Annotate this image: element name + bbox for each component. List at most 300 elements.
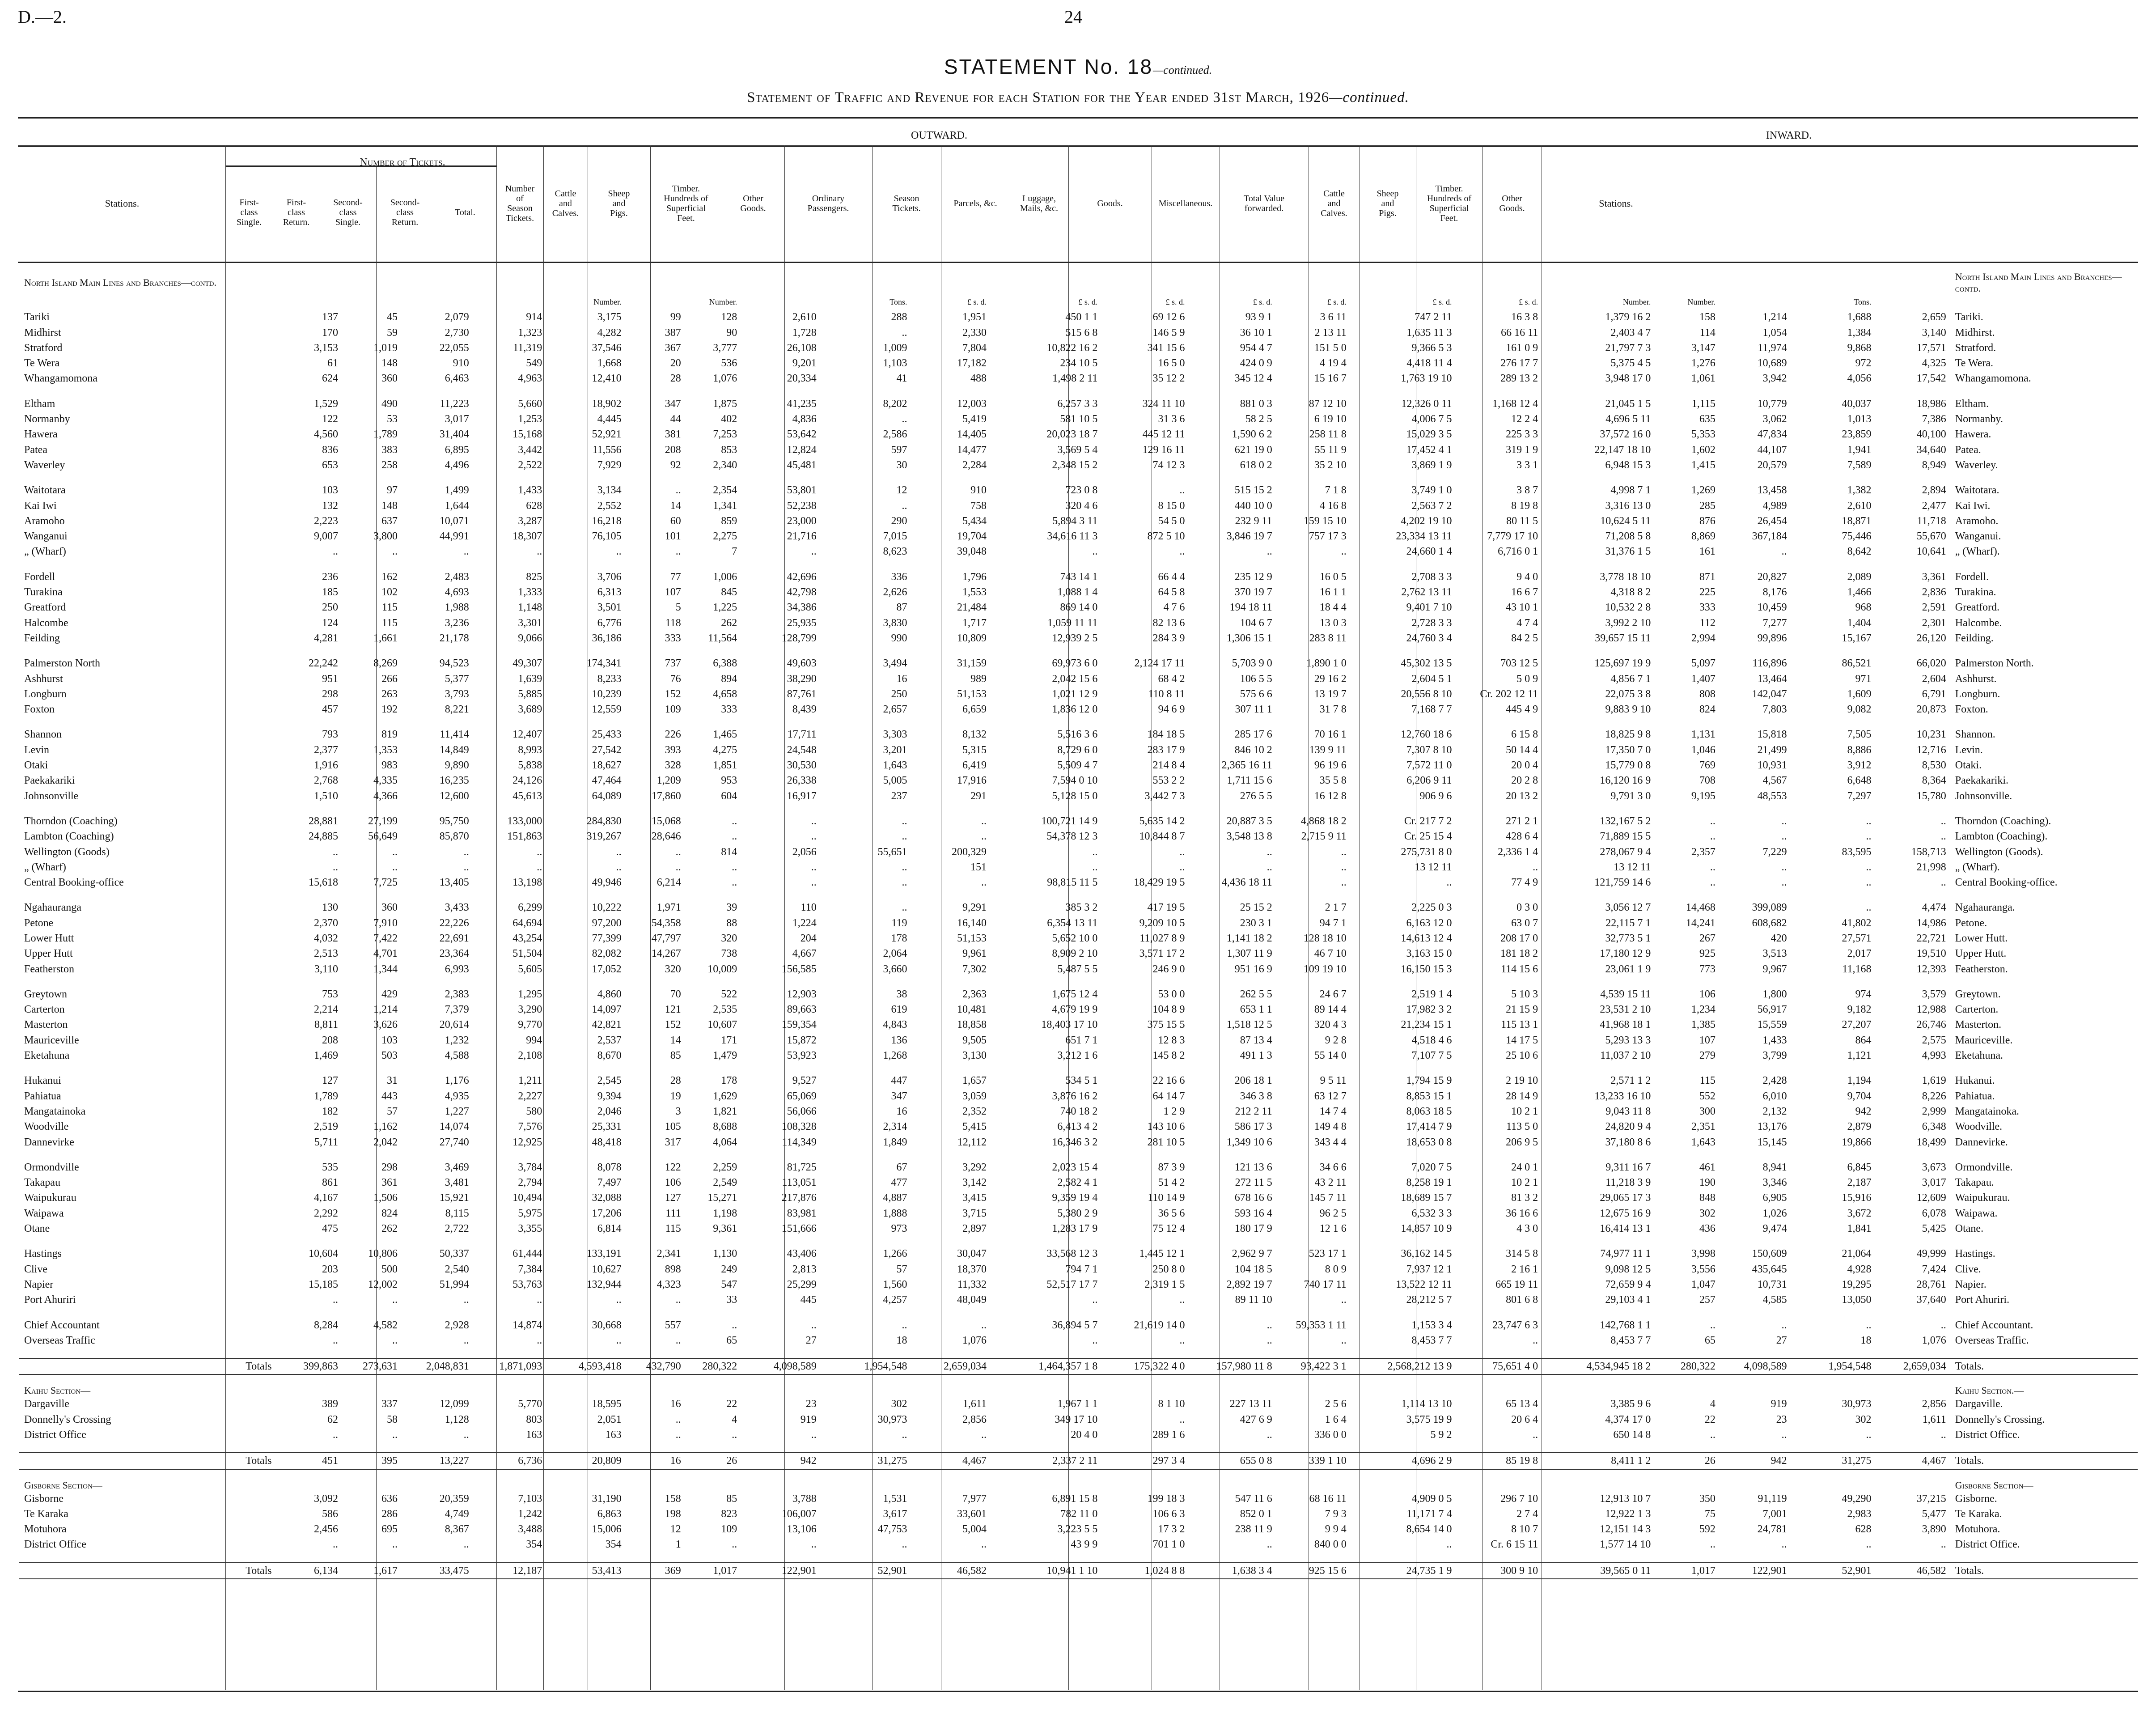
table-cell: 21,064	[1842, 1248, 1872, 1260]
table-cell: 8,453 7 7	[1411, 1334, 1452, 1346]
table-cell: ..	[675, 1429, 681, 1441]
table-cell: 53,801	[787, 484, 817, 496]
station-name: Totals	[19, 1453, 281, 1469]
table-cell	[1718, 560, 1790, 569]
table-cell: 85 19 8	[1455, 1453, 1541, 1469]
table-cell	[910, 717, 989, 727]
table-row	[19, 789, 2138, 804]
table-cell: 280,322	[1653, 1358, 1718, 1374]
table-cell	[1653, 560, 1718, 569]
table-cell: 1,638 3 4	[1188, 1563, 1275, 1579]
table-cell: ..	[537, 861, 542, 873]
table-cell: 5,315	[962, 744, 987, 756]
table-cell: 266	[381, 673, 398, 685]
table-cell: 20,359	[439, 1493, 469, 1505]
table-cell: 51,504	[513, 948, 542, 960]
table-cell: 300	[1699, 1105, 1715, 1117]
table-cell: 2,124 17 11	[1134, 657, 1185, 670]
table-cell: 9,066	[518, 632, 542, 644]
table-cell: ..	[1781, 815, 1787, 827]
table-cell: 288	[891, 311, 907, 323]
table-cell: 3,469	[445, 1161, 469, 1173]
table-cell: 4,257	[883, 1294, 907, 1306]
table-cell: 1,415	[1691, 459, 1715, 471]
table-cell: 2,715 9 11	[1301, 831, 1347, 843]
table-cell: £ s. d.	[1165, 297, 1185, 306]
table-cell: ..	[463, 1429, 469, 1441]
table-cell: 3,134	[597, 484, 622, 496]
table-cell: 8,642	[1847, 546, 1872, 558]
table-cell: 71,208 5 8	[1605, 530, 1651, 543]
table-cell: 4,281	[313, 632, 338, 644]
table-cell: 13,106	[787, 1523, 817, 1535]
table-cell: ..	[732, 1539, 737, 1551]
table-cell: ..	[981, 1539, 987, 1551]
table-cell: ..	[332, 1294, 338, 1306]
table-cell: 1,728	[792, 327, 817, 339]
station-name-right: District Office.	[1955, 1429, 2020, 1441]
table-cell: 701 1 0	[1152, 1539, 1185, 1551]
table-cell: 110 14 9	[1148, 1192, 1185, 1204]
table-cell: 9,201	[792, 357, 817, 369]
table-cell: 99,896	[1757, 632, 1787, 644]
table-cell: 41	[896, 373, 907, 385]
table-cell	[1188, 386, 1275, 396]
table-cell	[740, 294, 819, 310]
table-cell: 283 8 11	[1309, 632, 1347, 644]
table-cell: 39	[726, 902, 737, 914]
table-cell: ..	[902, 1319, 907, 1331]
table-cell: 57	[896, 1263, 907, 1275]
table-cell: 19,510	[1916, 948, 1946, 960]
table-cell: ..	[1866, 1429, 1872, 1441]
table-cell: 104 6 7	[1240, 617, 1272, 629]
table-cell: 6,388	[713, 657, 737, 670]
table-cell	[1718, 271, 1790, 294]
table-cell	[1790, 1469, 1874, 1480]
table-cell: 275,731 8 0	[1401, 846, 1452, 858]
table-cell	[910, 1236, 989, 1246]
table-cell: 9,474	[1762, 1223, 1787, 1235]
table-cell	[281, 1150, 341, 1160]
table-cell: ..	[537, 846, 542, 858]
column-header: Season Tickets.	[892, 194, 921, 213]
table-cell	[684, 560, 740, 569]
table-cell: 163	[526, 1429, 542, 1441]
table-cell: 2,370	[313, 917, 338, 929]
table-cell: 5,293 13 3	[1605, 1034, 1651, 1046]
table-cell: 46,582	[910, 1563, 989, 1579]
table-cell: 142,047	[1752, 688, 1787, 700]
table-cell: 178	[891, 932, 907, 944]
table-cell: 28	[670, 1075, 681, 1087]
table-cell	[819, 977, 910, 987]
table-cell: 33,475	[400, 1563, 472, 1579]
table-cell: 2,999	[1922, 1105, 1946, 1117]
table-cell: 90	[726, 327, 737, 339]
table-cell	[1349, 1469, 1455, 1480]
station-name: „ (Wharf)	[24, 861, 66, 873]
table-cell: 52,238	[787, 500, 817, 512]
table-cell	[740, 1374, 819, 1385]
table-cell	[740, 386, 819, 396]
table-row	[19, 544, 2138, 559]
table-cell: 114,349	[782, 1136, 817, 1148]
table-cell	[472, 1552, 545, 1563]
table-cell: 113 5 0	[1506, 1121, 1538, 1133]
table-cell: ..	[616, 1334, 622, 1346]
table-cell	[400, 1374, 472, 1385]
table-cell: 53,923	[787, 1050, 817, 1062]
table-cell: 76	[670, 673, 681, 685]
column-header: First- class Single.	[236, 198, 262, 227]
table-cell	[472, 1469, 545, 1480]
table-cell: 8 1 10	[1158, 1398, 1185, 1410]
table-cell: 361	[381, 1177, 398, 1189]
table-cell: 825	[526, 571, 542, 583]
table-cell	[684, 977, 740, 987]
column-header: Goods.	[1097, 199, 1123, 208]
table-cell: 65	[726, 1334, 737, 1346]
table-row	[19, 1017, 2138, 1032]
station-name-right: Shannon.	[1955, 729, 1995, 741]
table-cell: 8,811	[314, 1019, 338, 1031]
table-cell	[1541, 1385, 1653, 1396]
table-cell: 5,885	[518, 688, 542, 700]
table-cell: 769	[1699, 759, 1715, 772]
table-cell	[1349, 1348, 1455, 1358]
table-cell: 108,328	[781, 1121, 817, 1133]
table-cell	[989, 1480, 1100, 1491]
station-name: Waipukurau	[24, 1192, 76, 1204]
table-cell: 87,761	[787, 688, 817, 700]
table-cell	[910, 890, 989, 900]
column-header: Ordinary Passengers.	[807, 194, 849, 213]
table-cell: 14	[670, 1034, 681, 1046]
table-cell: 12,407	[513, 729, 542, 741]
table-cell: 968	[1855, 602, 1872, 614]
table-cell	[740, 1308, 819, 1318]
table-cell: 536	[721, 357, 737, 369]
table-cell: 6,257 3 3	[1057, 398, 1098, 410]
table-cell: 225 3 3	[1506, 428, 1538, 441]
table-cell: 808	[1699, 688, 1715, 700]
table-cell: 15,559	[1757, 1019, 1787, 1031]
table-cell: 257	[1699, 1294, 1715, 1306]
table-cell: 174,341	[586, 657, 622, 670]
table-cell: 3,569 5 4	[1057, 444, 1098, 456]
table-cell: 4,963	[518, 373, 542, 385]
table-cell: 14	[670, 500, 681, 512]
table-cell	[819, 646, 910, 656]
table-cell: 8,688	[713, 1121, 737, 1133]
table-cell: 43,406	[787, 1248, 817, 1260]
table-cell: ..	[902, 902, 907, 914]
table-cell: 208	[322, 1034, 338, 1046]
table-cell	[19, 1442, 281, 1453]
table-cell: 1,153 3 4	[1411, 1319, 1452, 1331]
table-row	[19, 356, 2138, 371]
table-cell: 4,366	[373, 790, 398, 802]
table-cell	[624, 890, 684, 900]
station-name-right: Clive.	[1955, 1263, 1981, 1275]
table-cell: 737	[665, 657, 681, 670]
table-cell: 8,623	[883, 546, 907, 558]
station-name: Patea	[24, 444, 47, 456]
table-cell	[1790, 1552, 1874, 1563]
table-cell: 859	[721, 515, 737, 527]
table-cell: 22,075 3 8	[1605, 688, 1651, 700]
table-cell: 1 2 9	[1163, 1105, 1185, 1117]
table-cell: 14 7 4	[1319, 1105, 1347, 1117]
table-cell: 9,890	[445, 759, 469, 772]
table-cell: 4,749	[445, 1508, 469, 1520]
table-cell: 2,056	[792, 846, 817, 858]
table-cell: 115	[1699, 1075, 1715, 1087]
table-cell: 276 5 5	[1240, 790, 1272, 802]
table-cell: 4,496	[445, 459, 469, 471]
table-cell: 21,716	[787, 530, 817, 543]
table-cell	[472, 560, 545, 569]
table-cell: 7,168 7 7	[1411, 704, 1452, 716]
table-cell: 17,860	[651, 790, 681, 802]
spacer-row	[19, 560, 2138, 569]
table-cell: ..	[1266, 861, 1272, 873]
table-cell: 1,009	[883, 342, 907, 354]
table-cell: 18,689 15 7	[1401, 1192, 1452, 1204]
table-cell: 119	[891, 917, 907, 929]
header-bottom-rule	[18, 262, 2138, 263]
table-cell	[624, 1552, 684, 1563]
table-cell: 3,501	[597, 602, 622, 614]
table-cell	[1275, 1348, 1349, 1358]
table-cell	[1874, 1236, 1948, 1246]
table-cell: 2,571 1 2	[1610, 1075, 1651, 1087]
table-cell: 107	[1699, 1034, 1715, 1046]
table-cell	[281, 646, 341, 656]
table-cell: 115	[381, 617, 398, 629]
table-cell	[341, 1552, 400, 1563]
table-cell	[1541, 1236, 1653, 1246]
table-cell	[545, 1552, 624, 1563]
station-name: Hastings	[24, 1248, 62, 1260]
table-cell: 840 0 0	[1314, 1539, 1347, 1551]
table-cell: 8,654 14 0	[1406, 1523, 1452, 1535]
table-cell	[1455, 1236, 1541, 1246]
table-cell: 114 15 6	[1501, 963, 1538, 975]
table-cell: 49,307	[513, 657, 542, 670]
table-cell: 23,061 1 9	[1605, 963, 1651, 975]
table-cell: 13 0 3	[1319, 617, 1347, 629]
table-cell	[1874, 386, 1948, 396]
table-cell	[624, 386, 684, 396]
table-cell	[1653, 977, 1718, 987]
table-cell	[740, 1150, 819, 1160]
table-cell	[341, 890, 400, 900]
table-cell: 919	[1771, 1398, 1787, 1410]
table-cell: 1,114 13 10	[1401, 1398, 1452, 1410]
table-cell: 592	[1699, 1523, 1715, 1535]
table-cell: 48,418	[592, 1136, 622, 1148]
table-cell: 5,477	[1922, 1508, 1946, 1520]
table-cell: 522	[721, 988, 737, 1000]
table-cell	[1349, 271, 1455, 294]
table-cell: 19,704	[957, 530, 987, 543]
table-row	[19, 569, 2138, 585]
station-name-right: Lambton (Coaching).	[1955, 831, 2048, 843]
table-cell: 80 11 5	[1506, 515, 1538, 527]
table-cell: 7 9 3	[1325, 1508, 1347, 1520]
table-cell: 360	[381, 902, 398, 914]
table-cell: 2,897	[962, 1223, 987, 1235]
table-row	[19, 427, 2138, 442]
station-name: Ormondville	[24, 1161, 79, 1173]
table-cell: 4,696 2 9	[1349, 1453, 1455, 1469]
table-cell: 2,089	[1847, 571, 1872, 583]
table-cell	[740, 1385, 819, 1396]
table-cell: 258	[381, 459, 398, 471]
table-cell: 56,649	[368, 831, 398, 843]
table-cell: 954 4 7	[1240, 342, 1272, 354]
table-row	[19, 1033, 2138, 1048]
table-cell: 12,913 10 7	[1600, 1493, 1651, 1505]
table-cell	[19, 1348, 281, 1358]
table-cell	[989, 1150, 1100, 1160]
table-cell: 132	[322, 500, 338, 512]
table-cell: 237	[891, 790, 907, 802]
table-cell	[1653, 473, 1718, 483]
table-cell: 272 11 5	[1235, 1177, 1272, 1189]
table-cell: 1,611	[962, 1398, 987, 1410]
table-cell: 22,721	[1916, 932, 1946, 944]
table-cell	[341, 294, 400, 310]
table-cell	[989, 1063, 1100, 1073]
table-cell	[1541, 804, 1653, 814]
table-cell: 1,433	[1762, 1034, 1787, 1046]
table-cell	[1949, 1442, 2138, 1453]
table-cell: 3,092	[313, 1493, 338, 1505]
spacer-row	[19, 1063, 2138, 1073]
table-cell: 124	[322, 617, 338, 629]
table-cell: 98,815 11 5	[1047, 877, 1098, 889]
table-cell: 11,414	[440, 729, 469, 741]
table-cell: 1,121	[1847, 1050, 1872, 1062]
table-cell	[1455, 1442, 1541, 1453]
table-cell: 2 19 10	[1506, 1075, 1538, 1087]
table-cell: 11,223	[440, 398, 469, 410]
column-header: Second- class Return.	[390, 198, 420, 227]
table-cell	[1100, 1552, 1187, 1563]
table-cell: 22,115 7 1	[1605, 917, 1651, 929]
table-cell	[1455, 1308, 1541, 1318]
table-cell: 56,917	[1757, 1004, 1787, 1016]
table-cell: 7,424	[1922, 1263, 1946, 1275]
table-cell: ..	[1266, 1539, 1272, 1551]
table-cell	[1455, 560, 1541, 569]
table-cell	[19, 560, 281, 569]
table-cell	[624, 804, 684, 814]
station-name: Kai Iwi	[24, 500, 57, 512]
station-name: Shannon	[24, 729, 62, 741]
table-cell: 20 4 0	[1071, 1429, 1098, 1441]
table-cell	[545, 1308, 624, 1318]
table-cell: 45	[387, 311, 398, 323]
table-cell: 3,800	[373, 530, 398, 543]
table-cell: ..	[1940, 1539, 1946, 1551]
table-cell	[819, 717, 910, 727]
table-cell: 5,711	[314, 1136, 338, 1148]
table-cell: 1,384	[1847, 327, 1872, 339]
table-cell: ..	[1533, 1429, 1538, 1441]
table-cell: 445 4 9	[1506, 704, 1538, 716]
table-cell: 151,863	[507, 831, 542, 843]
table-cell: 4,032	[313, 932, 338, 944]
table-cell	[1718, 1374, 1790, 1385]
table-cell	[1949, 1063, 2138, 1073]
table-cell: 281 10 5	[1147, 1136, 1185, 1148]
table-cell: 5,652 10 0	[1052, 932, 1098, 944]
table-cell	[1949, 1552, 2138, 1563]
table-cell: 32,088	[592, 1192, 622, 1204]
station-name: Eltham	[24, 398, 55, 410]
table-row	[19, 411, 2138, 427]
table-cell: 1,103	[883, 357, 907, 369]
station-name: Pahiatua	[24, 1090, 61, 1102]
table-cell: 20	[670, 357, 681, 369]
table-cell: 324 11 10	[1142, 398, 1185, 410]
station-name: Motuhora	[24, 1523, 67, 1535]
table-cell: ..	[1341, 1334, 1347, 1346]
table-cell: 1,602	[1691, 444, 1715, 456]
table-cell: 9,311 16 7	[1605, 1161, 1651, 1173]
table-cell: 553 2 2	[1152, 775, 1185, 787]
table-cell	[281, 1063, 341, 1073]
table-cell: 333	[1699, 602, 1715, 614]
table-cell: 43,254	[513, 932, 542, 944]
table-cell: 39,657 15 11	[1595, 632, 1651, 644]
table-cell	[400, 1385, 472, 1396]
table-cell: 69 12 6	[1152, 311, 1185, 323]
table-row	[19, 600, 2138, 615]
table-cell: 4,539 15 11	[1600, 988, 1651, 1000]
table-cell: ..	[1092, 546, 1098, 558]
table-cell: 2,591	[1922, 602, 1946, 614]
table-cell: 1,214	[373, 1004, 398, 1016]
table-cell: 226	[665, 729, 681, 741]
table-cell	[1100, 1385, 1187, 1396]
table-cell: 7,422	[373, 932, 398, 944]
table-cell: 5,605	[518, 963, 542, 975]
station-name: Waverley	[24, 459, 65, 471]
table-cell: 101	[665, 530, 681, 543]
table-cell: 139 9 11	[1309, 744, 1347, 756]
table-cell	[1349, 1150, 1455, 1160]
table-cell: 6,206 9 11	[1406, 775, 1452, 787]
table-cell: 535	[322, 1161, 338, 1173]
table-cell	[281, 386, 341, 396]
table-cell: 31 7 8	[1319, 704, 1347, 716]
table-cell: 10,941 1 10	[989, 1563, 1100, 1579]
table-cell: 1,211	[518, 1075, 542, 1087]
table-cell: 95,750	[439, 815, 469, 827]
spacer-row	[19, 1348, 2138, 1358]
table-cell	[740, 473, 819, 483]
table-cell: 2,537	[597, 1034, 622, 1046]
table-cell: 869 14 0	[1060, 602, 1098, 614]
table-cell: 3,056 12 7	[1605, 902, 1651, 914]
table-row	[19, 1089, 2138, 1104]
table-cell: 41,802	[1842, 917, 1872, 929]
